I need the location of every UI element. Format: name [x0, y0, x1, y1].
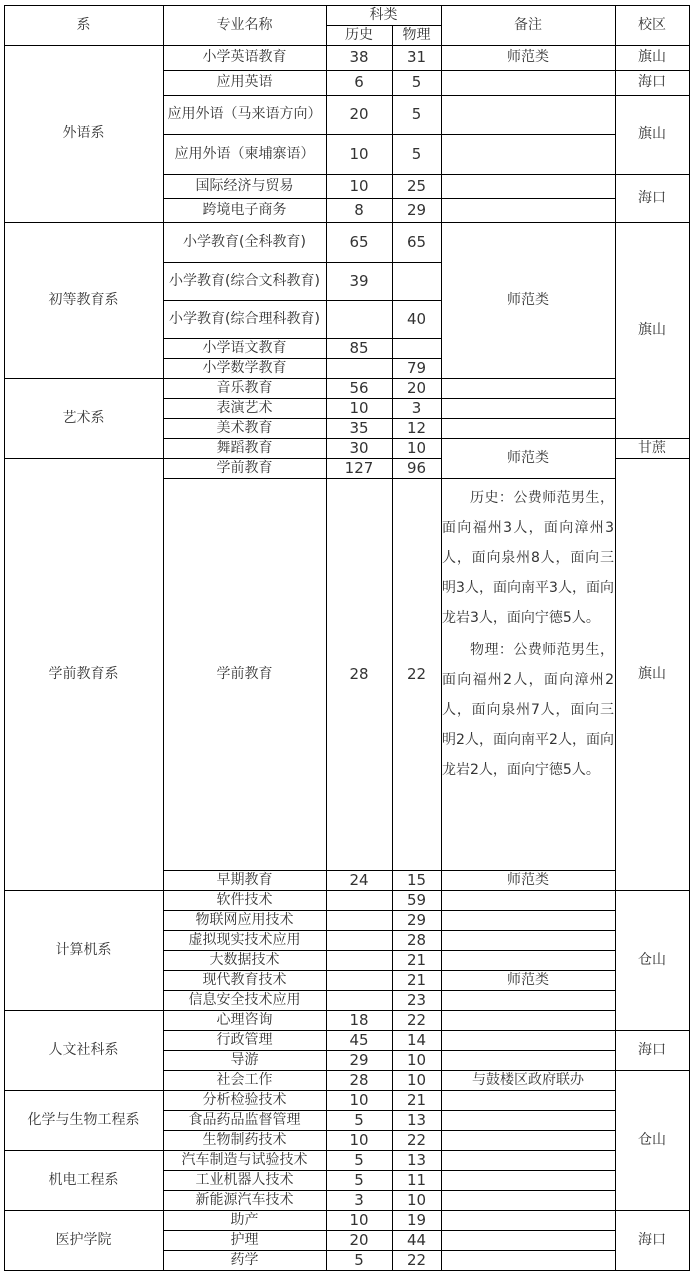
- major-cell: 小学英语教育: [202, 49, 287, 65]
- dept-cell: 人文社科系: [48, 1041, 119, 1058]
- note-cell: [441, 1010, 615, 1030]
- campus-cell: 仓山: [638, 951, 666, 968]
- history-count: 10: [349, 1210, 369, 1229]
- grid-line: [441, 174, 616, 175]
- grid-line: [163, 890, 442, 891]
- major-cell: 美术教育: [216, 420, 273, 436]
- grid-line: [163, 1090, 442, 1091]
- grid-line: [163, 1130, 442, 1131]
- major-cell: 小学教育(综合理科教育): [169, 310, 320, 327]
- note-cell: [441, 1030, 615, 1050]
- physics-count: 5: [411, 144, 422, 163]
- grid-line: [441, 1190, 616, 1191]
- note-cell: [441, 1230, 615, 1250]
- major-cell: 分析检验技术: [202, 1092, 287, 1108]
- history-count: [326, 358, 392, 378]
- grid-line: [163, 458, 442, 459]
- grid-line: [163, 5, 164, 1271]
- note-cell: [441, 1150, 615, 1170]
- physics-count: 14: [406, 1030, 427, 1049]
- note-cell: [441, 1110, 615, 1130]
- major-cell: 应用外语（柬埔寨语）: [174, 145, 315, 162]
- major-cell: 国际经济与贸易: [195, 177, 294, 194]
- grid-line: [441, 222, 616, 223]
- grid-line: [163, 1030, 442, 1031]
- grid-line: [441, 1170, 616, 1171]
- history-count: [326, 890, 392, 910]
- major-cell: 汽车制造与试验技术: [181, 1152, 308, 1168]
- grid-line: [163, 222, 442, 223]
- grid-line: [441, 1070, 616, 1071]
- grid-line: [4, 378, 164, 379]
- major-cell: 社会工作: [216, 1072, 273, 1088]
- physics-count: 65: [406, 232, 427, 251]
- physics-count: 79: [406, 358, 427, 377]
- physics-count: 3: [411, 398, 422, 417]
- dept-cell: 学前教育系: [48, 665, 119, 682]
- physics-count: 21: [406, 950, 427, 969]
- physics-count: 21: [406, 1090, 427, 1109]
- grid-line: [441, 198, 616, 199]
- major-cell: 软件技术: [216, 892, 273, 908]
- grid-line: [392, 25, 393, 1271]
- note-cell: 与鼓楼区政府联办: [472, 1071, 584, 1088]
- physics-count: 25: [406, 176, 427, 195]
- note-cell: [441, 1250, 615, 1270]
- grid-line: [163, 1170, 442, 1171]
- grid-line: [441, 1090, 616, 1091]
- grid-line: [441, 870, 616, 871]
- grid-line: [163, 1250, 442, 1251]
- history-count: 10: [349, 176, 369, 195]
- physics-count: 40: [406, 309, 427, 328]
- physics-count: 5: [411, 105, 422, 123]
- grid-line: [163, 174, 442, 175]
- grid-line: [163, 1190, 442, 1191]
- grid-line: [163, 398, 442, 399]
- physics-count: 22: [406, 1130, 427, 1149]
- grid-line: [441, 95, 616, 96]
- note-cell: [441, 1210, 615, 1230]
- major-cell: 物联网应用技术: [195, 912, 294, 928]
- grid-line: [4, 890, 164, 891]
- history-count: 29: [349, 1050, 369, 1069]
- major-cell: 心理咨询: [216, 1012, 273, 1028]
- major-cell: 表演艺术: [216, 400, 273, 416]
- note-cell: [441, 930, 615, 950]
- grid-line: [163, 1050, 442, 1051]
- history-count: 39: [349, 271, 369, 290]
- header-campus: 校区: [638, 16, 666, 33]
- dept-cell: 医护学院: [55, 1231, 112, 1248]
- physics-count: 5: [411, 73, 422, 91]
- grid-line: [441, 1130, 616, 1131]
- grid-line: [163, 1230, 442, 1231]
- history-count: 30: [349, 438, 369, 457]
- major-cell: 助产: [230, 1212, 259, 1228]
- quota-note-physics: 物理：公费师范男生，面向福州2人，面向漳州2人，面向泉州7人，面向三明2人，面向南平2人，面向龙岩2人，面向宁德5人。: [442, 642, 614, 778]
- grid-line: [441, 5, 442, 1271]
- grid-line: [615, 95, 690, 96]
- physics-count: 21: [406, 970, 427, 989]
- history-count: 20: [349, 105, 369, 123]
- note-cell: 师范类: [507, 971, 549, 988]
- history-count: 8: [354, 200, 364, 219]
- major-cell: 现代教育技术: [202, 972, 287, 988]
- campus-cell: 海口: [638, 74, 666, 90]
- campus-cell: 旗山: [638, 126, 666, 142]
- grid-line: [689, 5, 690, 1271]
- grid-line: [615, 458, 690, 459]
- note-cell: [441, 1190, 615, 1210]
- grid-line: [163, 70, 442, 71]
- grid-line: [441, 950, 616, 951]
- quota-note-history: 历史：公费师范男生，面向福州3人，面向漳州3人，面向泉州8人，面向三明3人，面向南平3人，面向龙岩3人，面向宁德5人。: [442, 490, 614, 626]
- physics-count: 22: [406, 1250, 427, 1269]
- major-cell: 信息安全技术应用: [188, 992, 301, 1008]
- history-count: [326, 950, 392, 970]
- physics-count: 20: [406, 378, 427, 397]
- history-count: 18: [349, 1010, 369, 1029]
- major-cell: 舞蹈教育: [216, 440, 273, 456]
- physics-count: 44: [406, 1230, 427, 1249]
- note-cell: [441, 478, 615, 870]
- physics-count: [392, 338, 441, 358]
- grid-line: [4, 222, 164, 223]
- major-cell: 虚拟现实技术应用: [188, 932, 301, 948]
- grid-line: [163, 438, 442, 439]
- physics-count: 22: [406, 1010, 427, 1029]
- history-count: 3: [354, 1190, 364, 1209]
- major-cell: 行政管理: [216, 1032, 273, 1048]
- grid-line: [163, 338, 442, 339]
- history-count: 56: [349, 378, 369, 397]
- grid-line: [163, 198, 442, 199]
- grid-line: [163, 1010, 442, 1011]
- history-count: [326, 970, 392, 990]
- physics-count: 11: [406, 1170, 427, 1189]
- note-cell: [441, 70, 615, 95]
- campus-cell: 旗山: [638, 49, 666, 65]
- physics-count: [392, 262, 441, 300]
- grid-line: [615, 5, 616, 1271]
- history-count: 45: [349, 1030, 369, 1049]
- dept-cell: 外语系: [62, 125, 105, 141]
- grid-line: [4, 1090, 164, 1091]
- major-cell: 导游: [230, 1052, 259, 1068]
- history-count: 10: [349, 1090, 369, 1109]
- grid-line: [163, 990, 442, 991]
- history-count: [326, 300, 392, 338]
- physics-count: 12: [406, 418, 427, 437]
- note-cell: [441, 1050, 615, 1070]
- physics-count: 10: [406, 1190, 427, 1209]
- note-cell: [441, 1090, 615, 1110]
- major-cell: 早期教育: [216, 872, 273, 888]
- grid-line: [163, 970, 442, 971]
- grid-line: [441, 930, 616, 931]
- major-cell: 音乐教育: [216, 380, 273, 396]
- grid-line: [615, 438, 690, 439]
- grid-line: [615, 1030, 690, 1031]
- note-cell: [441, 950, 615, 970]
- grid-line: [441, 1030, 616, 1031]
- grid-line: [163, 930, 442, 931]
- note-cell: [441, 95, 615, 134]
- note-cell: [441, 134, 615, 174]
- campus-cell: 旗山: [638, 665, 666, 682]
- grid-line: [4, 1010, 164, 1011]
- dept-cell: 初等教育系: [48, 291, 119, 308]
- physics-count: 29: [406, 910, 427, 929]
- physics-count: 29: [406, 200, 427, 219]
- grid-line: [4, 458, 164, 459]
- note-cell: [441, 1130, 615, 1150]
- grid-line: [615, 890, 690, 891]
- history-count: 28: [349, 1070, 369, 1089]
- physics-count: 13: [406, 1110, 427, 1129]
- grid-line: [163, 1110, 442, 1111]
- header-category: 科类: [369, 6, 398, 23]
- note-cell: [441, 378, 615, 398]
- grid-line: [441, 134, 616, 135]
- physics-count: 23: [406, 990, 427, 1009]
- dept-cell: 机电工程系: [48, 1171, 119, 1188]
- history-count: [326, 910, 392, 930]
- dept-cell: 计算机系: [55, 941, 112, 958]
- grid-line: [4, 1210, 164, 1211]
- header-history: 历史: [345, 26, 373, 43]
- major-cell: 小学数学教育: [202, 360, 287, 376]
- major-cell: 食品药品监督管理: [188, 1112, 301, 1128]
- campus-cell: 海口: [638, 1231, 666, 1248]
- major-cell: 跨境电子商务: [202, 201, 287, 218]
- grid-line: [441, 418, 616, 419]
- campus-cell: 甘蔗: [638, 439, 666, 456]
- header-major: 专业名称: [216, 16, 273, 33]
- header-physics: 物理: [402, 26, 431, 43]
- note-cell: [441, 890, 615, 910]
- grid-line: [163, 134, 442, 135]
- grid-line: [441, 1230, 616, 1231]
- history-count: 10: [349, 398, 369, 417]
- major-cell: 学前教育: [216, 460, 273, 476]
- grid-line: [163, 418, 442, 419]
- history-count: [326, 990, 392, 1010]
- physics-count: 28: [406, 930, 427, 949]
- grid-line: [163, 1070, 442, 1071]
- grid-line: [326, 25, 442, 26]
- dept-cell: 化学与生物工程系: [27, 1111, 140, 1128]
- grid-line: [615, 174, 690, 175]
- history-count: 127: [344, 458, 374, 477]
- note-cell: 师范类: [507, 291, 549, 308]
- history-count: 35: [349, 418, 369, 437]
- major-cell: 大数据技术: [209, 952, 280, 968]
- grid-line: [441, 970, 616, 971]
- grid-line: [441, 1210, 616, 1211]
- grid-line: [615, 1210, 690, 1211]
- grid-line: [163, 870, 442, 871]
- history-count: 85: [349, 338, 369, 357]
- major-cell: 新能源汽车技术: [195, 1192, 294, 1208]
- history-count: 5: [354, 1170, 364, 1189]
- grid-line: [441, 1050, 616, 1051]
- grid-line: [4, 5, 5, 1271]
- grid-line: [441, 70, 616, 71]
- physics-count: 10: [406, 1050, 427, 1069]
- major-cell: 应用外语（马来语方向）: [167, 106, 322, 122]
- grid-line: [163, 95, 442, 96]
- grid-line: [615, 222, 690, 223]
- note-cell: 师范类: [507, 49, 549, 65]
- history-count: 20: [349, 1230, 369, 1249]
- history-count: 24: [349, 870, 369, 889]
- grid-line: [163, 262, 442, 263]
- major-cell: 药学: [230, 1252, 259, 1268]
- grid-line: [441, 1150, 616, 1151]
- major-cell: 学前教育: [216, 665, 273, 682]
- grid-line: [4, 5, 690, 6]
- history-count: 5: [354, 1110, 364, 1129]
- physics-count: 15: [406, 870, 427, 889]
- campus-cell: 仓山: [638, 1131, 666, 1148]
- campus-cell: 海口: [638, 189, 666, 206]
- note-cell: [441, 198, 615, 222]
- history-count: 65: [349, 232, 369, 251]
- history-count: 5: [354, 1150, 364, 1169]
- grid-line: [441, 478, 616, 479]
- grid-line: [163, 358, 442, 359]
- grid-line: [441, 378, 616, 379]
- grid-line: [441, 1010, 616, 1011]
- grid-line: [441, 990, 616, 991]
- major-cell: 应用英语: [216, 74, 273, 90]
- header-dept: 系: [76, 16, 91, 33]
- grid-line: [4, 1270, 690, 1271]
- history-count: [326, 930, 392, 950]
- physics-count: 96: [406, 458, 427, 477]
- physics-count: 10: [406, 438, 427, 457]
- grid-line: [163, 478, 442, 479]
- header-note: 备注: [514, 16, 542, 33]
- note-cell: [441, 174, 615, 198]
- grid-line: [441, 1250, 616, 1251]
- physics-count: 10: [406, 1070, 427, 1089]
- history-count: 10: [349, 1130, 369, 1149]
- major-cell: 生物制药技术: [202, 1132, 287, 1148]
- grid-line: [4, 45, 690, 46]
- grid-line: [615, 1070, 690, 1071]
- grid-line: [163, 950, 442, 951]
- grid-line: [441, 438, 616, 439]
- grid-line: [163, 1210, 442, 1211]
- major-cell: 小学教育(全科教育): [183, 233, 306, 250]
- grid-line: [163, 300, 442, 301]
- physics-count: 13: [406, 1150, 427, 1169]
- note-cell: 师范类: [507, 871, 549, 888]
- campus-cell: 海口: [638, 1041, 666, 1058]
- major-cell: 小学教育(综合文科教育): [169, 272, 320, 289]
- grid-line: [441, 890, 616, 891]
- grid-line: [163, 910, 442, 911]
- note-cell: [441, 910, 615, 930]
- grid-line: [163, 378, 442, 379]
- history-count: 38: [349, 48, 369, 66]
- physics-count: 31: [406, 48, 427, 66]
- history-count: 6: [354, 73, 364, 91]
- note-cell: [441, 418, 615, 438]
- major-cell: 护理: [230, 1232, 259, 1248]
- grid-line: [615, 70, 690, 71]
- note-cell: 师范类: [507, 449, 549, 466]
- physics-count: 19: [406, 1210, 427, 1229]
- physics-count: 22: [406, 664, 427, 683]
- major-cell: 小学语文教育: [202, 340, 287, 356]
- grid-line: [441, 1110, 616, 1111]
- note-cell: [441, 990, 615, 1010]
- physics-count: 59: [406, 890, 427, 909]
- history-count: 5: [354, 1250, 364, 1269]
- grid-line: [326, 5, 327, 1271]
- grid-line: [4, 1150, 164, 1151]
- history-count: 28: [349, 664, 369, 683]
- grid-line: [441, 910, 616, 911]
- major-cell: 工业机器人技术: [195, 1172, 294, 1188]
- dept-cell: 艺术系: [62, 409, 105, 426]
- note-cell: [441, 398, 615, 418]
- grid-line: [441, 398, 616, 399]
- grid-line: [163, 1150, 442, 1151]
- campus-cell: 旗山: [638, 321, 666, 338]
- history-count: 10: [349, 144, 369, 163]
- note-cell: [441, 1170, 615, 1190]
